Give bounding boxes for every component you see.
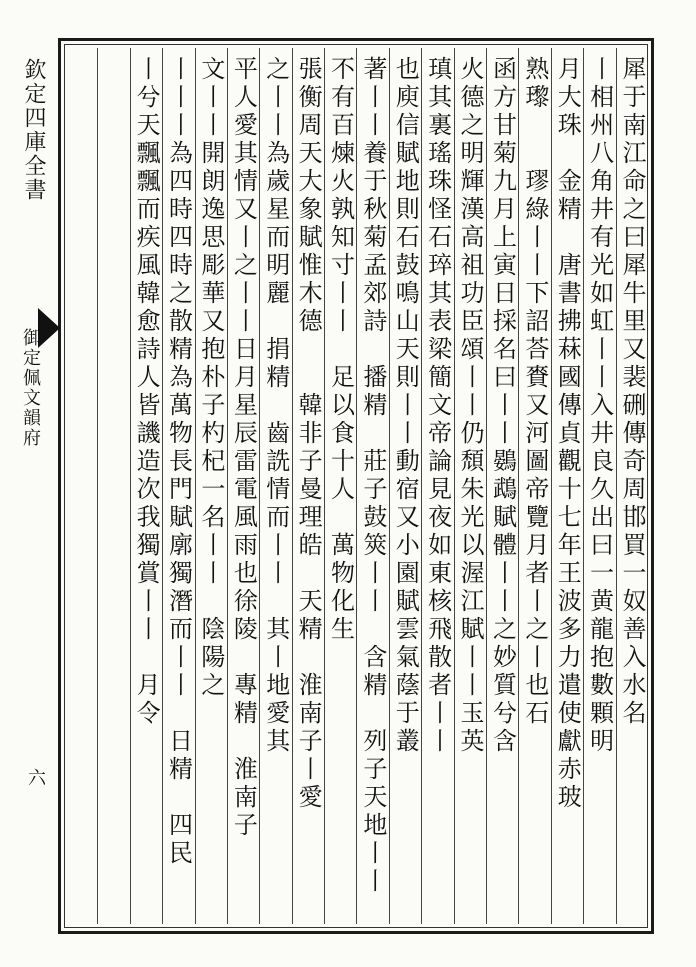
text-column: 張衡周天大象賦惟木德 韓非子曼理皓 天精 淮南子丨愛 xyxy=(292,48,324,924)
text-column: 瑱其裏瑤珠怪石琗其表梁簡文帝論見夜如東核飛散者丨丨 xyxy=(421,48,453,924)
text-column: 著丨丨養于秋菊孟郊詩 播精 莊子鼓筴丨丨 含精 列子天地丨丨 xyxy=(356,48,388,924)
text-column: 犀于南江命之曰犀牛里又裴硎傳奇周邯買一奴善入水名 xyxy=(616,48,648,924)
text-column: 丨兮天飄飄而疾風韓愈詩人皆譏造次我獨賞丨丨 月令 xyxy=(130,48,162,924)
text-column: 丨丨丨為四時四時之散精為萬物長門賦廓獨潛而丨丨 日精 四民 xyxy=(162,48,194,924)
text-column xyxy=(97,48,129,924)
text-column xyxy=(65,48,97,924)
text-column: 之丨丨為歲星而明麗 捐精 齒詵情而丨丨 其丨地愛其 xyxy=(259,48,291,924)
book-title: 欽定四庫全書 xyxy=(21,58,46,202)
text-column: 不有百煉火孰知寸丨丨 足以食十人 萬物化生 xyxy=(324,48,356,924)
section-title: 御定佩文韻府 xyxy=(20,328,41,448)
text-column: 熟瓈 璆綠丨丨下詔荅賚又河圖帝覽月者丨之丨也石 xyxy=(518,48,550,924)
text-column: 火德之明輝漢高祖功臣頌丨丨仍頹朱光以渥江賦丨丨玉英 xyxy=(454,48,486,924)
text-column: 月大珠 金精 唐書拂菻國傳貞觀十七年王波多力遣使獻赤玻 xyxy=(551,48,583,924)
margin-column xyxy=(4,38,56,934)
page-number: 六 xyxy=(25,768,46,788)
text-columns xyxy=(64,48,648,928)
text-column: 文丨丨開朗逸思彫華又抱朴子杓杞一名丨丨 陰陽之 xyxy=(195,48,227,924)
text-column: 也庾信賦地則石鼓鳴山天則丨丨動宿又小園賦雲氣蔭于叢 xyxy=(389,48,421,924)
text-column: 丨相州八角井有光如虹丨丨入井良久出曰一黄龍抱數顆明 xyxy=(583,48,615,924)
text-column: 平人愛其情又丨之丨丨日月星辰雷電風雨也徐陵 專精 淮南子 xyxy=(227,48,259,924)
text-column: 函方甘菊九月上寅日採名曰丨丨鷃鵡賦體丨丨之妙質兮含 xyxy=(486,48,518,924)
